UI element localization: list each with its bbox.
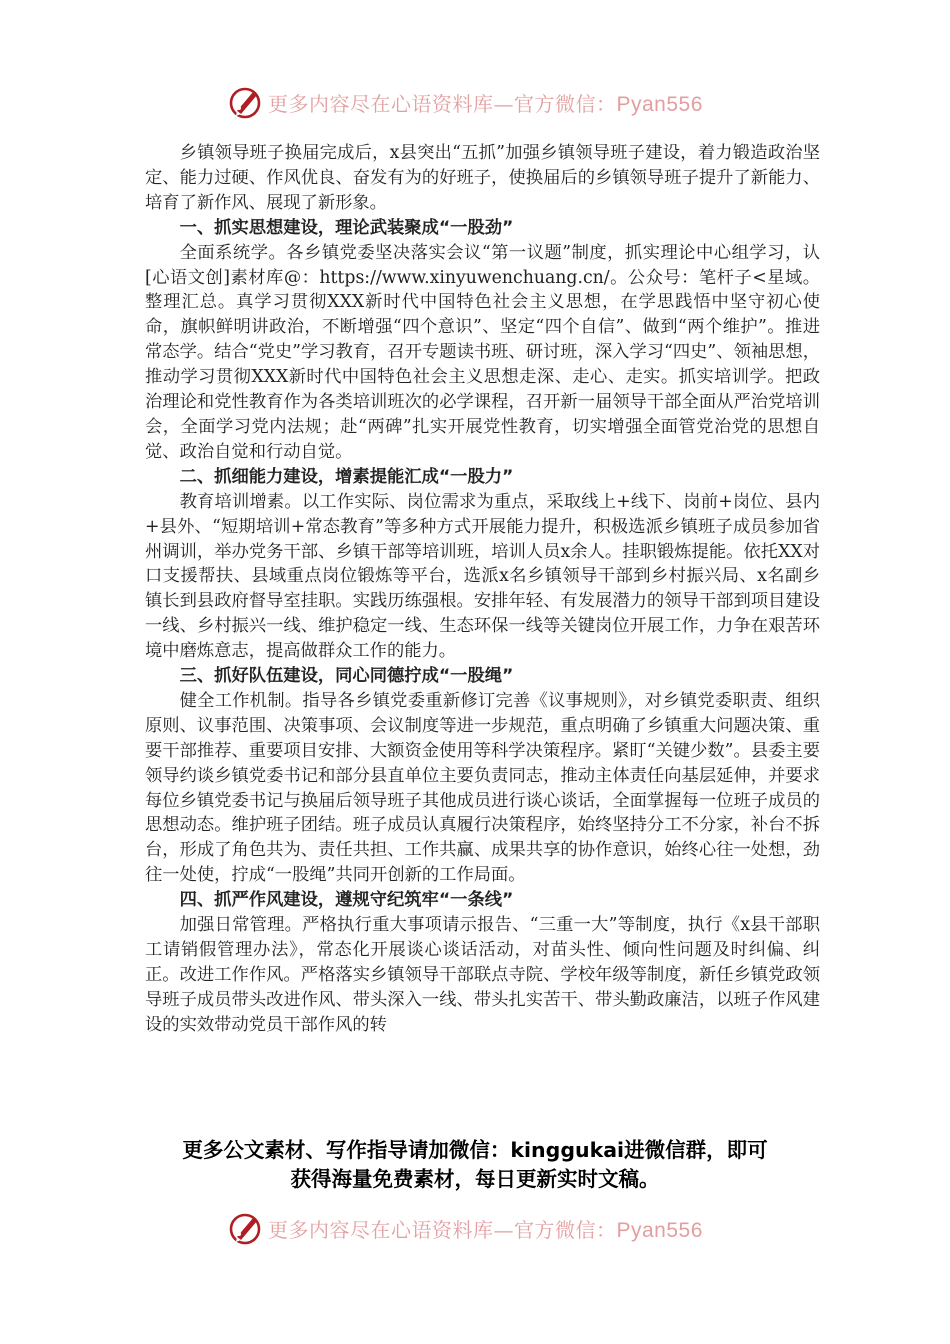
promo-line-1: 更多公文素材、写作指导请加微信：kinggukai进微信群，即可 xyxy=(182,1138,768,1162)
promo-line-2: 获得海量免费素材，每日更新实时文稿。 xyxy=(290,1167,660,1191)
section-heading-3: 三、抓好队伍建设，同心同德拧成“一股绳” xyxy=(179,666,514,687)
banner-text: 更多内容尽在心语资料库—官方微信： xyxy=(268,91,617,116)
pen-logo-icon xyxy=(228,84,264,120)
header-watermark-banner xyxy=(228,82,728,122)
section-heading-4: 四、抓严作风建设，遵规守纪筑牢“一条线” xyxy=(179,890,514,911)
banner-text: 更多内容尽在心语资料库—官方微信： xyxy=(268,1217,617,1242)
promo-notice xyxy=(100,1136,850,1194)
section-paragraph-1: 全面系统学。各乡镇党委坚决落实会议“第一议题”制度，抓实理论中心组学习，认[心语文创]素材库@：https://www.xinyuwenchuang.cn/。公众号：笔杆子<星域。整理汇总。真学习贯彻XXX新时代中国特色社会主义思想，在学思践悟中坚守初心使命，旗帜鲜明讲政治，不断增强“四个意识”、坚定“四个自信”、做到“两个维护”。推进常态学。结合“党史”学习教育，召开专题读书班、研讨班，深入学习“四史”、领袖思想，推动学习贯彻XXX新时代中国特色社会主义思想走深、走心、走实。抓实培训学。把政治理论和党性教育作为各类培训班次的必学课程，召开新一届领导干部全面从严治党培训会，全面学习党内法规；赴“两碑”扎实开展党性教育，切实增强全面管党治党的思想自觉、政治自觉和行动自觉。 xyxy=(145,242,820,462)
banner-wechat-id: Pyan556 xyxy=(616,92,703,116)
section-heading-2: 二、抓细能力建设，增素提能汇成“一股力” xyxy=(179,466,514,487)
pen-logo-icon xyxy=(228,1210,264,1246)
banner-wechat-id: Pyan556 xyxy=(616,1218,703,1242)
section-paragraph-4-clip xyxy=(145,913,820,1038)
section-paragraph-3: 健全工作机制。指导各乡镇党委重新修订完善《议事规则》，对乡镇党委职责、组织原则、议事范围、决策事项、会议制度等进一步规范，重点明确了乡镇重大问题决策、重要干部推荐、重要项目安排、大额资金使用等科学决策程序。紧盯“关键少数”。县委主要领导约谈乡镇党委书记和部分县直单位主要负责同志，推动主体责任向基层延伸，并要求每位乡镇党委书记与换届后领导班子其他成员进行谈心谈话，全面掌握每一位班子成员的思想动态。维护班子团结。班子成员认真履行决策程序，始终坚持分工不分家，补台不拆台，形成了角色共为、责任共担、工作共赢、成果共享的协作意识，始终心往一处想，劲往一处使，拧成“一股绳”共同开创新的工作局面。 xyxy=(145,690,820,886)
footer-watermark-banner xyxy=(228,1208,728,1248)
intro-paragraph: 乡镇领导班子换届完成后，x县突出“五抓”加强乡镇领导班子建设，着力锻造政治坚定、能力过硬、作风优良、奋发有为的好班子，使换届后的乡镇领导班子提升了新能力、培育了新作风、展现了新形象。 xyxy=(145,143,820,213)
article-body xyxy=(145,141,820,1038)
section-paragraph-2: 教育培训增素。以工作实际、岗位需求为重点，采取线上+线下、岗前+岗位、县内+县外、“短期培训+常态教育”等多种方式开展能力提升，积极选派乡镇班子成员参加省州调训，举办党务干部、乡镇干部等培训班，培训人员x余人。挂职锻炼提能。依托XX对口支援帮扶、县域重点岗位锻炼等平台，选派x名乡镇领导干部到乡村振兴局、x名副乡镇长到县政府督导室挂职。实践历练强根。安排年轻、有发展潜力的领导干部到项目建设一线、乡村振兴一线、维护稳定一线、生态环保一线等关键岗位开展工作，力争在艰苦环境中磨炼意志，提高做群众工作的能力。 xyxy=(145,491,820,662)
section-heading-1: 一、抓实思想建设，理论武装聚成“一股劲” xyxy=(179,217,514,238)
section-paragraph-4: 加强日常管理。严格执行重大事项请示报告、“三重一大”等制度，执行《x县干部职工请销假管理办法》，常态化开展谈心谈话活动，对苗头性、倾向性问题及时纠偏、纠正。改进工作作风。严格落实乡镇领导干部联点寺院、学校年级等制度，新任乡镇党政领导班子成员带头改进作风、带头深入一线、带头扎实苦干、带头勤政廉洁，以班子作风建设的实效带动党员干部作风的转 xyxy=(145,915,820,1035)
